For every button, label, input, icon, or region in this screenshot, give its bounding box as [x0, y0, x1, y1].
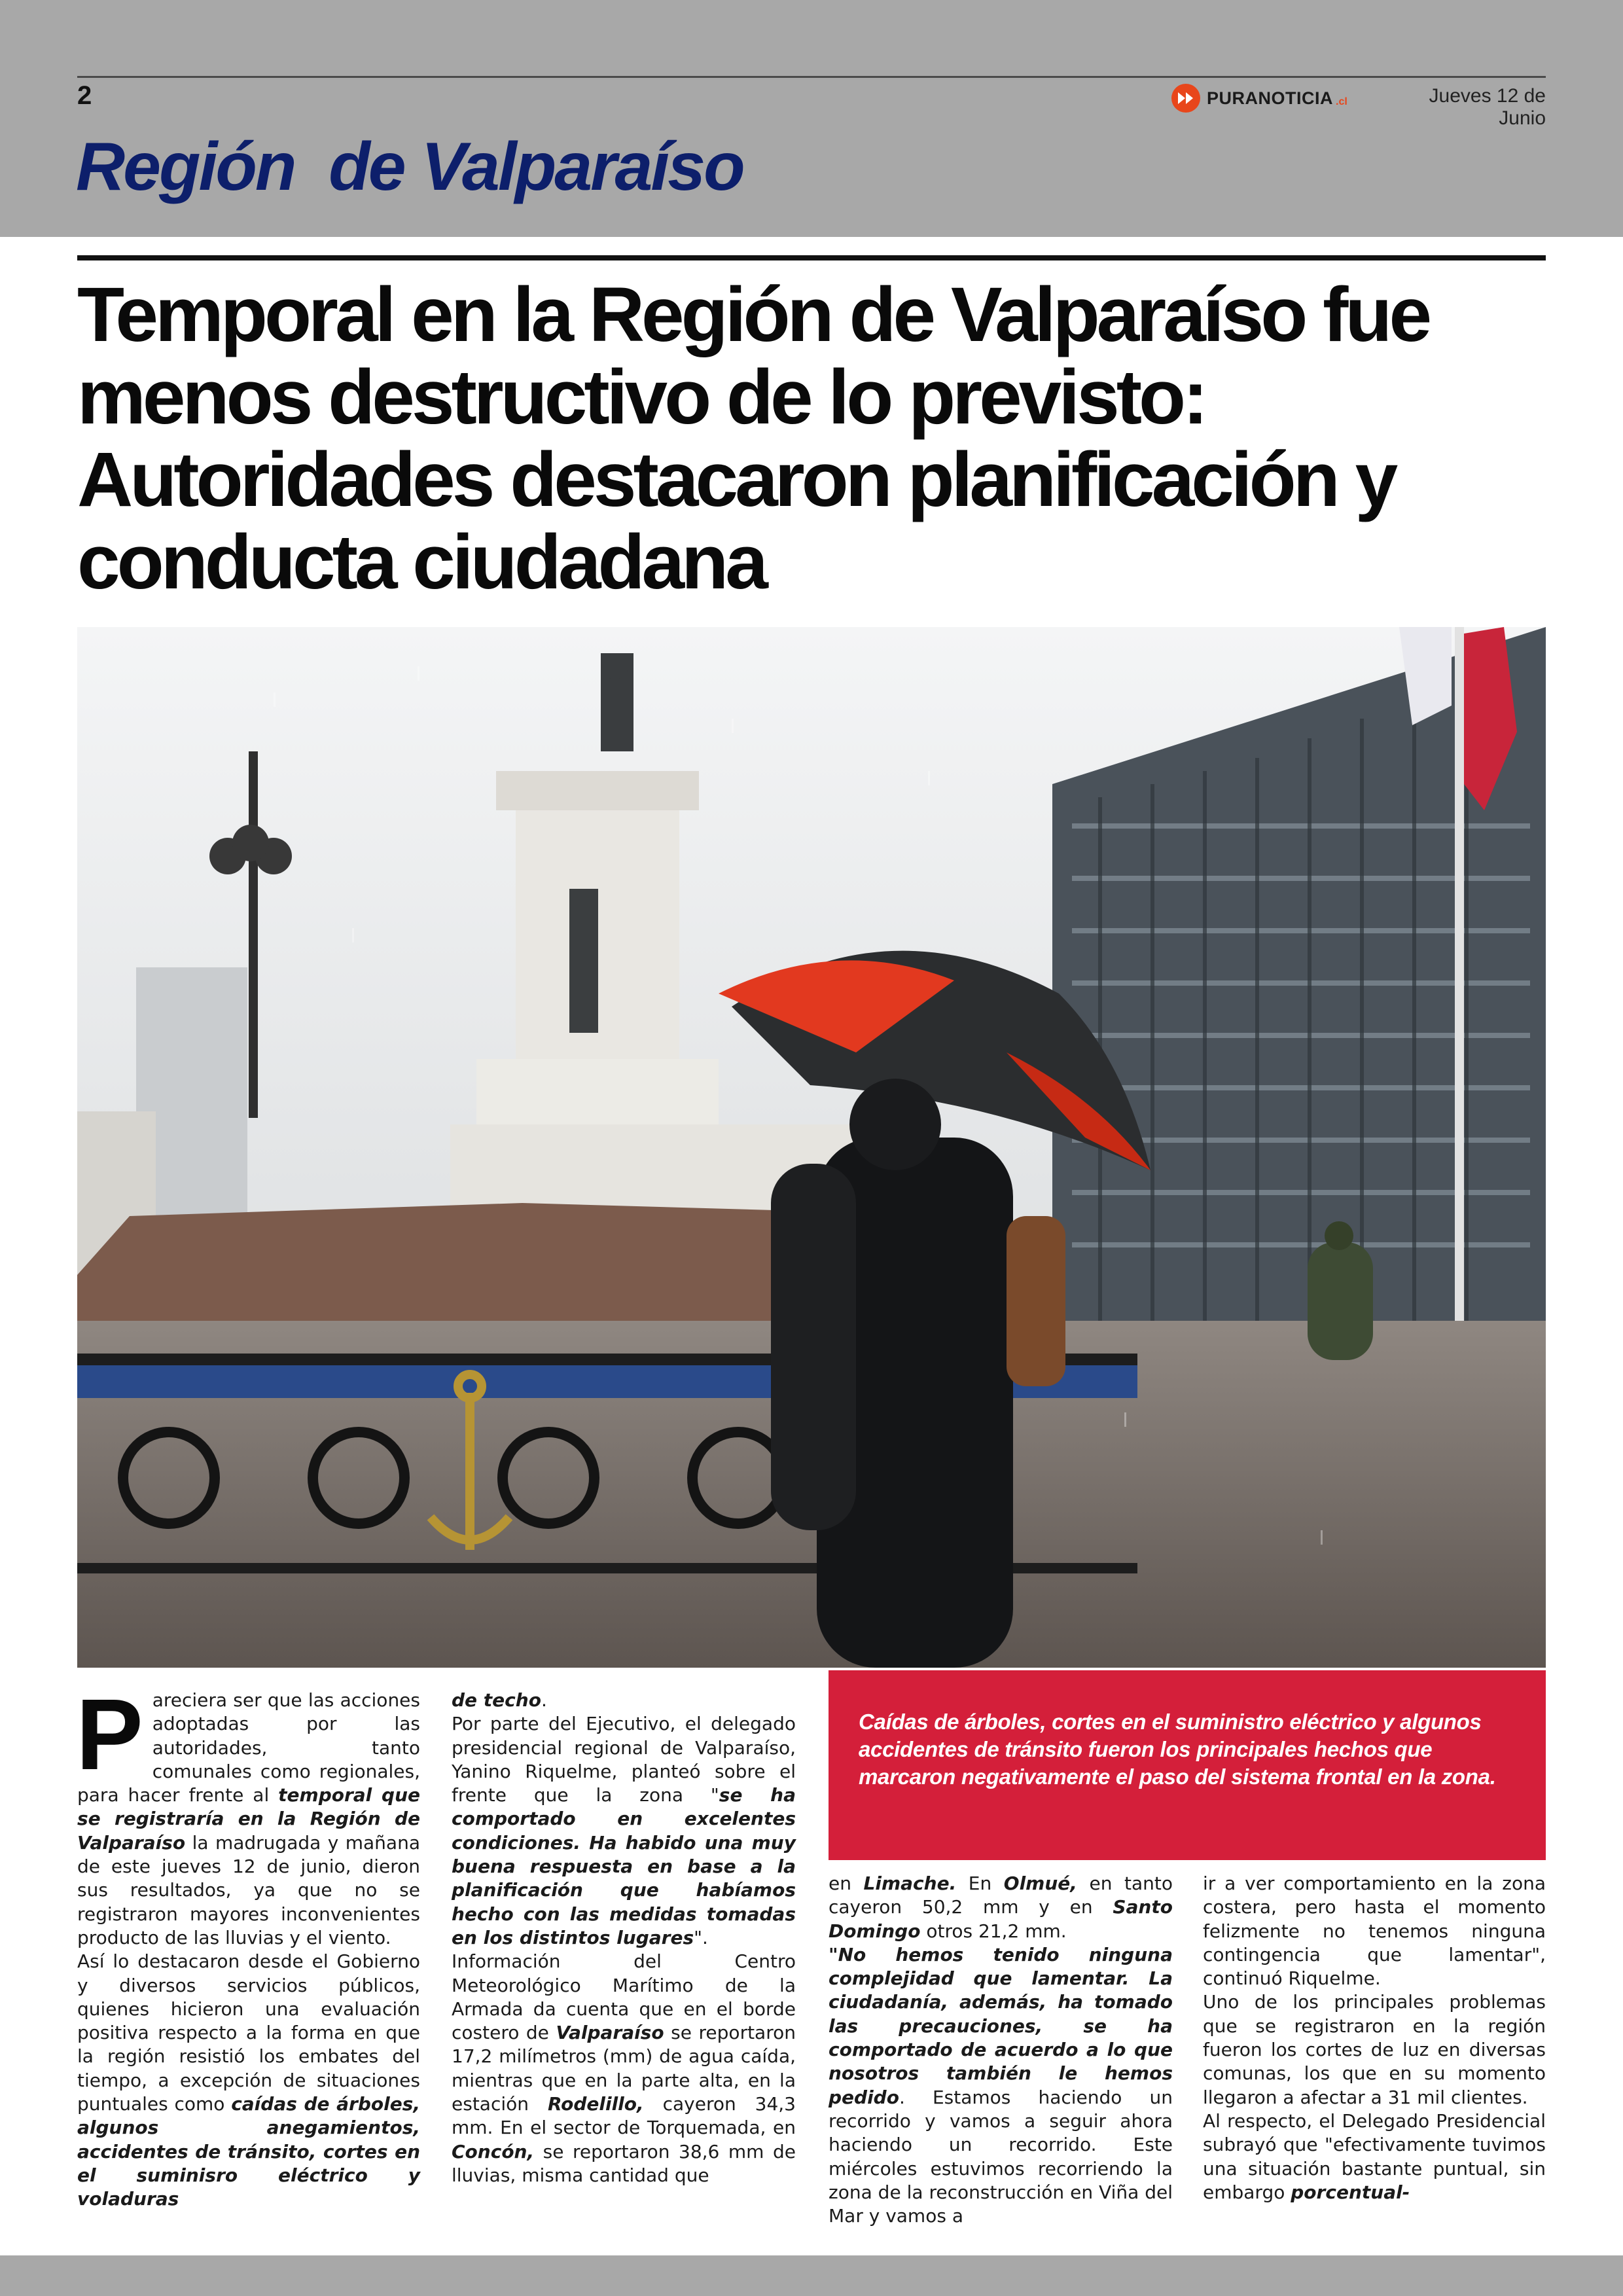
paragraph: [829, 1943, 1173, 2229]
emphasis-run: Concón,: [452, 2140, 535, 2162]
paragraph: [452, 1712, 796, 1950]
body-column-1: [76, 1678, 420, 2212]
issue-date: Jueves 12 de Junio: [1429, 85, 1546, 129]
paragraph: [1203, 1990, 1546, 2109]
text-run: Uno de los principales problemas que se registraron en la región fueron los cortes de luz en diversas comunas, los que en su momento llegaron a afectar a 31 mil clientes.: [1203, 1991, 1546, 2108]
paragraph: [77, 1950, 420, 2211]
emphasis-run: Olmué,: [1003, 1873, 1077, 1894]
text-run: Al respecto, el Delegado Presidencial subrayó que "efectivamente tuvimos una situación bastante puntual, sin embargo: [1203, 2109, 1546, 2203]
body-column-4: [1203, 1872, 1546, 2204]
emphasis-run: porcentual-: [1291, 2181, 1410, 2203]
text-run: se reportaron 38,6 mm de lluvias, misma cantidad que: [452, 2140, 796, 2186]
body-column-3: [829, 1872, 1173, 2228]
emphasis-run: Limache.: [863, 1873, 957, 1894]
page-number: 2: [77, 81, 92, 110]
text-run: Información del Centro Meteorológico Marítimo de la Armada da cuenta que en el borde costero de: [452, 1950, 796, 2044]
text-run: ir a ver comportamiento en la zona costera, pero hasta el momento felizmente no tenemos ninguna contingencia que lamentar", continuó Riquelme.: [1203, 1873, 1546, 1990]
emphasis-run: caídas de árboles, algunos anegamientos, accidentes de tránsito, cortes en el suminisro eléctrico y voladuras: [77, 2093, 420, 2210]
drop-cap: P: [76, 1678, 143, 1791]
emphasis-run: Rodelillo,: [547, 2093, 644, 2115]
article-headline: Temporal en la Región de Valparaíso fue menos destructivo de lo previsto: Autoridades destacaron planificación y conducta ciudadana: [77, 272, 1429, 605]
brand-tld: .cl: [1336, 96, 1347, 107]
paragraph: [829, 1872, 1173, 1943]
paragraph: [1203, 2109, 1546, 2204]
text-run: cayeron 34,3 mm. En el sector de Torquemada, en: [452, 2093, 796, 2139]
section-title: Región de Valparaíso: [76, 129, 743, 205]
text-run: Así lo destacaron desde el Gobierno y diversos servicios públicos, quienes hicieron una evaluación positiva respecto a la forma en que la región resistió los embates del tiempo, a excepción de situaciones puntuales como: [77, 1950, 420, 2115]
emphasis-run: Santo Domingo: [829, 1896, 1173, 1942]
brand-logo-block: [1171, 84, 1347, 113]
emphasis-run: Valparaíso: [556, 2022, 664, 2044]
emphasis-run: "No hemos tenido ninguna complejidad que lamentar. La ciudadanía, además, ha tomado las precauciones, se ha comportado de acuerdo a lo que nosotros también le hemos pedido: [829, 1943, 1173, 2108]
emphasis-run: se ha comportado en excelentes condiciones. Ha habido una muy buena respuesta en base a la planificación que habíamos hecho con las medidas tomadas en los distintos lugares: [452, 1784, 796, 1948]
text-run: otros 21,2 mm.: [920, 1920, 1067, 1942]
header-rule: [77, 76, 1546, 78]
text-run: Por parte del Ejecutivo, el delegado presidencial regional de Valparaíso, Yanino Riquelme, planteó sobre el frente que la zona ": [452, 1713, 796, 1806]
text-run: se reportaron 17,2 milímetros (mm) de agua caída, mientras que en la parte alta, en la estación: [452, 2022, 796, 2115]
brand-name: PURANOTICIA: [1207, 88, 1333, 108]
emphasis-run: de techo: [452, 1689, 541, 1711]
title-rule: [77, 255, 1546, 260]
text-run: En: [956, 1873, 1004, 1894]
footer-band: [0, 2255, 1623, 2296]
emphasis-run: temporal que se registraría en la Región de Valparaíso: [77, 1784, 420, 1854]
text-run: en tanto cayeron 50,2 mm y en: [829, 1873, 1173, 1918]
text-run: areciera ser que las acciones adoptadas por las autoridades, tanto comunales como regionales, para hacer frente al: [77, 1689, 420, 1806]
pull-quote: Caídas de árboles, cortes en el suministro eléctrico y algunos accidentes de tránsito fueron los principales hechos que marcaron negativamente el paso del sistema frontal en la zona.: [859, 1710, 1496, 1789]
text-run: ".: [694, 1926, 708, 1948]
text-run: la madrugada y mañana de este jueves 12 de junio, dieron sus resultados, ya que no se registraron mayores inconvenientes producto de las lluvias y el viento.: [77, 1831, 420, 1948]
body-column-2: [452, 1689, 796, 2187]
paragraph: [1203, 1872, 1546, 1990]
paragraph: [452, 1689, 796, 1712]
text-run: .: [541, 1689, 547, 1711]
article-photo: [77, 627, 1546, 1668]
pull-quote-box: [829, 1670, 1546, 1860]
text-run: . Estamos haciendo un recorrido y vamos a seguir ahora haciendo un recorrido. Este miércoles estuvimos recorriendo la zona de la reconstrucción en Viña del Mar y vamos a: [829, 2086, 1173, 2227]
text-run: en: [829, 1873, 864, 1894]
play-arrows-icon: [1171, 84, 1200, 113]
paragraph: [452, 1950, 796, 2187]
